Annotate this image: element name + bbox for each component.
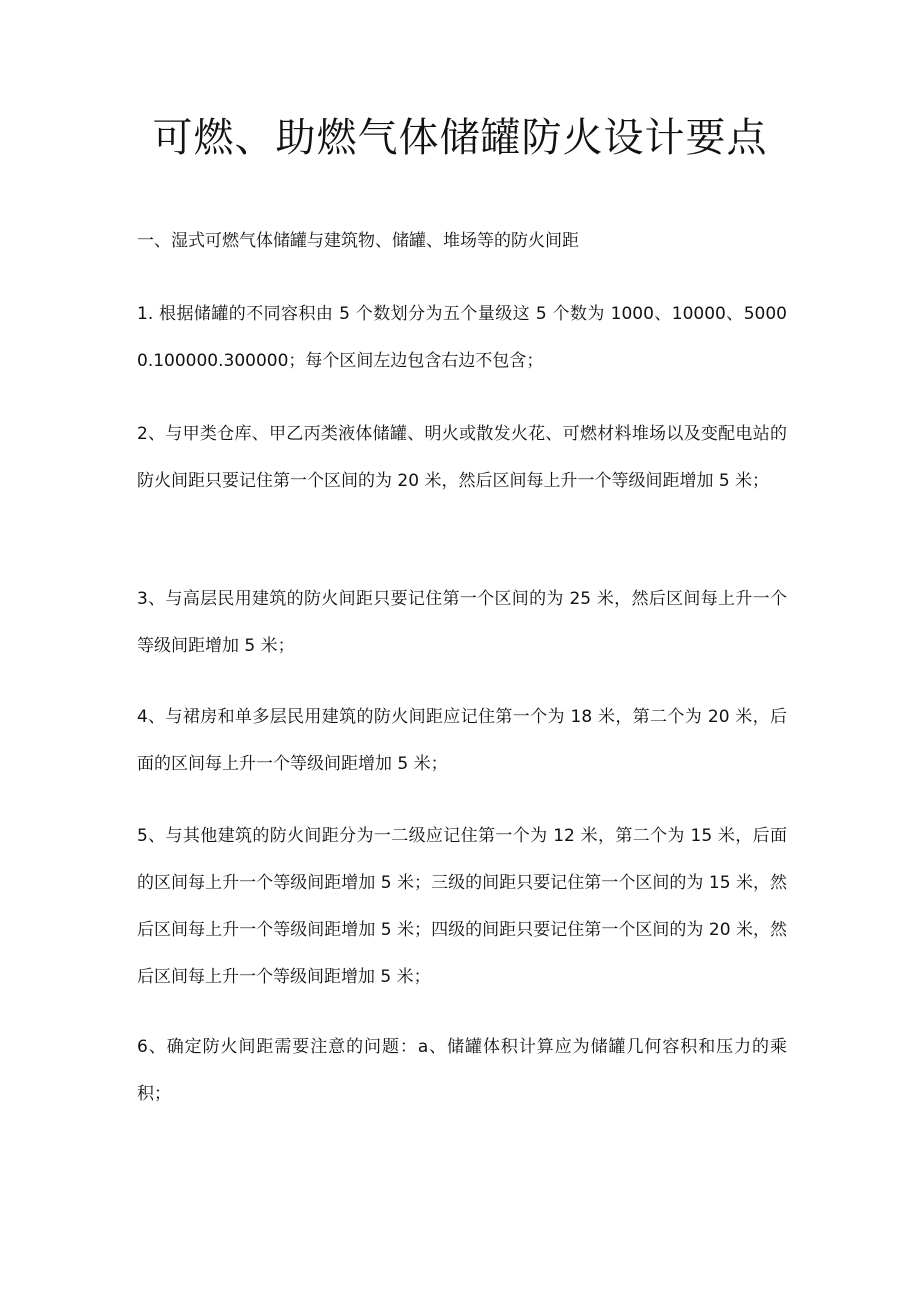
paragraph-5: 5、与其他建筑的防火间距分为一二级应记住第一个为 12 米，第二个为 15 米，后面的区间每上升一个等级间距增加 5 米；三级的间距只要记住第一个区间的为 15 米，然后区间每上升一个等级间距增加 5 米；四级的间距只要记住第一个区间的为 20 米，然后区间每上升一个等级间距增加 5 米； <box>137 826 787 987</box>
paragraph-2: 2、与甲类仓库、甲乙丙类液体储罐、明火或散发火花、可燃材料堆场以及变配电站的防火间距只要记住第一个区间的为 20 米，然后区间每上升一个等级间距增加 5 米； <box>137 424 787 491</box>
paragraph-4: 4、与裙房和单多层民用建筑的防火间距应记住第一个为 18 米，第二个为 20 米，后面的区间每上升一个等级间距增加 5 米； <box>137 707 787 774</box>
paragraph-1: 1. 根据储罐的不同容积由 5 个数划分为五个量级这 5 个数为 1000、10000、50000.100000.300000；每个区间左边包含右边不包含； <box>137 304 787 371</box>
paragraph-6: 6、确定防火间距需要注意的问题：a、储罐体积计算应为储罐几何容积和压力的乘积； <box>137 1037 787 1104</box>
section-heading: 一、湿式可燃气体储罐与建筑物、储罐、堆场等的防火间距 <box>137 231 579 251</box>
document-title: 可燃、助燃气体储罐防火设计要点 <box>152 115 768 161</box>
paragraph-3: 3、与高层民用建筑的防火间距只要记住第一个区间的为 25 米，然后区间每上升一个等级间距增加 5 米； <box>137 589 787 656</box>
